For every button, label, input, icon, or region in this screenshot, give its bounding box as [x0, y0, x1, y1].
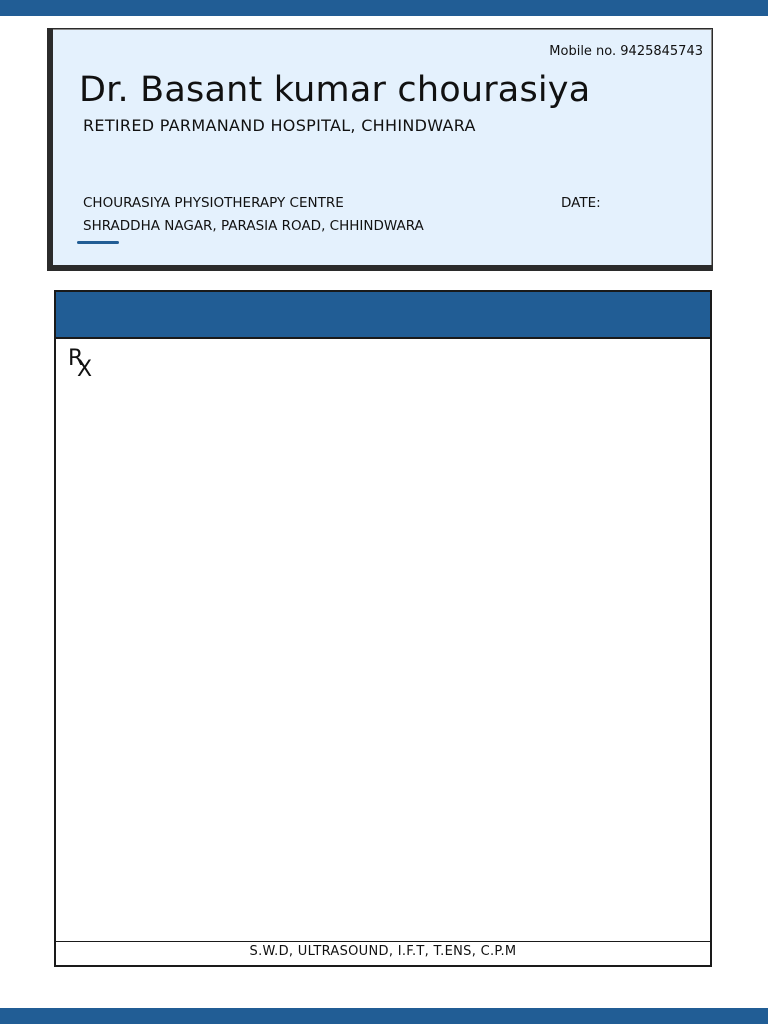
doctor-name: Dr. Basant kumar chourasiya — [79, 70, 591, 110]
letterhead-header — [53, 29, 712, 265]
top-color-band — [0, 0, 768, 16]
rx-r-glyph: R — [68, 346, 84, 371]
mobile-number: Mobile no. 9425845743 — [549, 44, 703, 59]
services-list: S.W.D, ULTRASOUND, I.F.T, T.ENS, C.P.M — [249, 944, 517, 959]
clinic-name: CHOURASIYA PHYSIOTHERAPY CENTRE — [83, 195, 344, 211]
rx-x-glyph: X — [77, 357, 93, 382]
date-label: DATE: — [561, 195, 601, 211]
accent-underline — [77, 241, 119, 244]
prescription-title-bar — [56, 292, 710, 339]
footer-divider — [56, 941, 710, 942]
hospital-line: RETIRED PARMANAND HOSPITAL, CHHINDWARA — [83, 116, 476, 135]
prescription-area — [54, 290, 712, 967]
bottom-color-band — [0, 1008, 768, 1024]
clinic-address: SHRADDHA NAGAR, PARASIA ROAD, CHHINDWARA — [83, 218, 424, 234]
rx-icon — [68, 348, 98, 382]
